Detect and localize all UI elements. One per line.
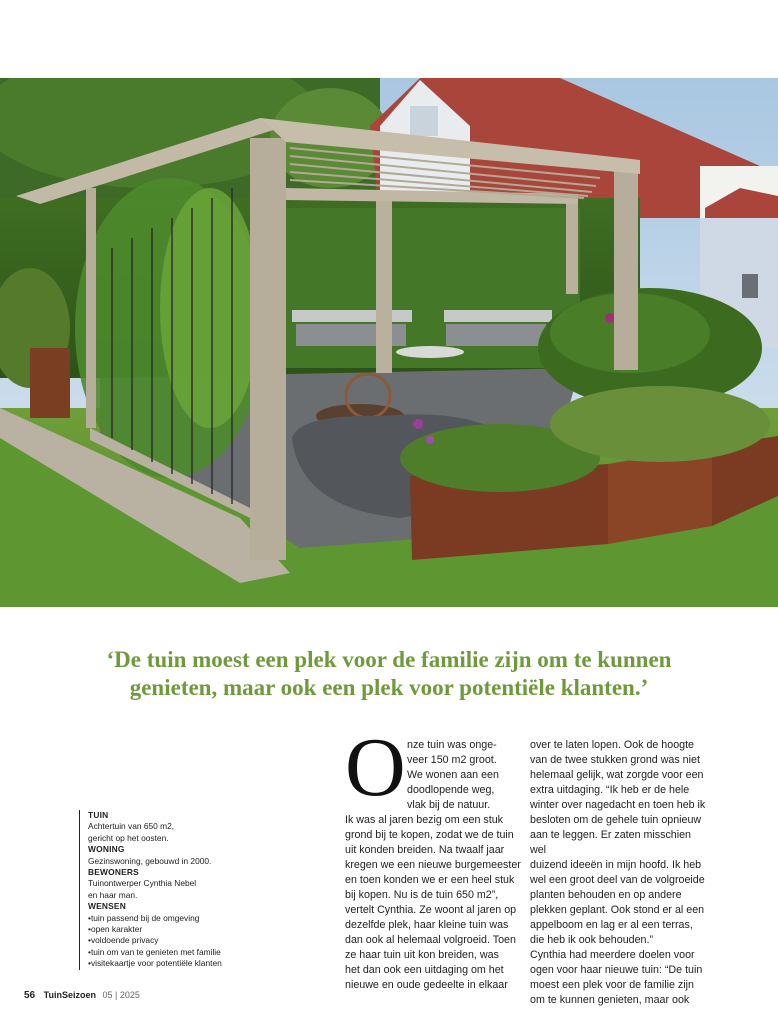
pull-quote-line-2: genieten, maar ook een plek voor potentiële klanten.’ xyxy=(129,675,649,700)
text-line: plekken geplant. Ook stond er al een xyxy=(530,904,705,916)
wensen-item: • open karakter xyxy=(88,924,258,935)
text-line: ze haar tuin uit kon breiden, was xyxy=(345,949,499,961)
pull-quote xyxy=(30,646,748,702)
text-line: vlak bij de natuur. xyxy=(407,799,491,811)
text-line: grond bij te kopen, zodat we de tuin xyxy=(345,829,514,841)
fact-heading-tuin: TUIN xyxy=(88,810,109,820)
wensen-list xyxy=(88,913,258,970)
fact-heading-wensen: WENSEN xyxy=(88,901,126,912)
text-line: om te kunnen genieten, maar ook xyxy=(530,994,690,1006)
text-line: het dan ook een uitdaging om het xyxy=(345,964,504,976)
fact-text-tuin: Achtertuin van 650 m2, gericht op het oosten. xyxy=(88,821,175,843)
text-line: besloten om de gehele tuin opnieuw xyxy=(530,814,702,826)
text-line: uit konden breiden. Na twaalf jaar xyxy=(345,844,505,856)
article-column-2 xyxy=(530,738,708,1008)
text-line: ogen voor haar nieuwe tuin: “De tuin xyxy=(530,964,703,976)
text-line: vertelt Cynthia. Ze woont al jaren op xyxy=(345,904,517,916)
page-footer xyxy=(24,990,140,1001)
text-line: duizend ideeën in mijn hoofd. Ik heb xyxy=(530,859,702,871)
text-line: over te laten lopen. Ook de hoogte xyxy=(530,739,694,751)
text-line: winter over nagedacht en toen heb ik xyxy=(530,799,706,811)
pull-quote-line-1: ‘De tuin moest een plek voor de familie zijn om te kunnen xyxy=(106,647,672,672)
wensen-item: • tuin om van te genieten met familie xyxy=(88,947,258,958)
text-line: extra uitdaging. “Ik heb er de hele xyxy=(530,784,690,796)
drop-cap: O xyxy=(345,721,406,814)
page-number: 56 xyxy=(24,990,36,1001)
fact-box xyxy=(79,810,258,970)
text-line: kregen we een nieuwe burgemeester xyxy=(345,859,521,871)
text-line: nieuwe en oude gedeelte in elkaar xyxy=(345,979,508,991)
text-line: Ik was al jaren bezig om een stuk xyxy=(345,814,504,826)
fact-text-bewoners: Tuinontwerper Cynthia Nebel en haar man. xyxy=(88,878,197,900)
text-line: veer 150 m2 groot. xyxy=(407,754,497,766)
magazine-name: TuinSeizoen xyxy=(43,990,96,1000)
fact-heading-woning: WONING xyxy=(88,844,125,855)
text-line: nze tuin was onge- xyxy=(407,739,497,751)
text-line: moest een plek voor de familie zijn xyxy=(530,979,694,991)
text-line: helemaal gelijk, wat zorgde voor een xyxy=(530,769,704,781)
text-line: dezelfde plek, haar kleine tuin was xyxy=(345,919,509,931)
text-line: We wonen aan een xyxy=(407,769,499,781)
text-line: appelboom en lag er al een terras, xyxy=(530,919,693,931)
fact-heading-bewoners: BEWONERS xyxy=(88,867,139,878)
wensen-item: • visitekaartje voor potentiële klanten xyxy=(88,958,258,969)
garden-photo xyxy=(0,78,778,607)
fact-text-woning: Gezinswoning, gebouwd in 2000. xyxy=(88,855,212,866)
text-line: en toen konden we er een heel stuk xyxy=(345,874,515,886)
text-line: aan te leggen. Er zaten misschien wel xyxy=(530,829,692,856)
text-line: dan ook al helemaal volgroeid. Toen xyxy=(345,934,516,946)
text-line: bij kopen. Nu is de tuin 650 m2”, xyxy=(345,889,499,901)
article-column-1 xyxy=(345,738,523,993)
text-line: van de twee stukken grond was niet xyxy=(530,754,700,766)
text-line: planten behouden en op andere xyxy=(530,889,682,901)
wensen-item: • voldoende privacy xyxy=(88,935,258,946)
text-line: wel een groot deel van de volgroeide xyxy=(530,874,705,886)
wensen-item: • tuin passend bij de omgeving xyxy=(88,913,258,924)
issue-number: 05 | 2025 xyxy=(102,990,140,1000)
text-line: Cynthia had meerdere doelen voor xyxy=(530,949,695,961)
text-line: die heb ik ook behouden.” xyxy=(530,934,654,946)
text-line: doodlopende weg, xyxy=(407,784,495,796)
